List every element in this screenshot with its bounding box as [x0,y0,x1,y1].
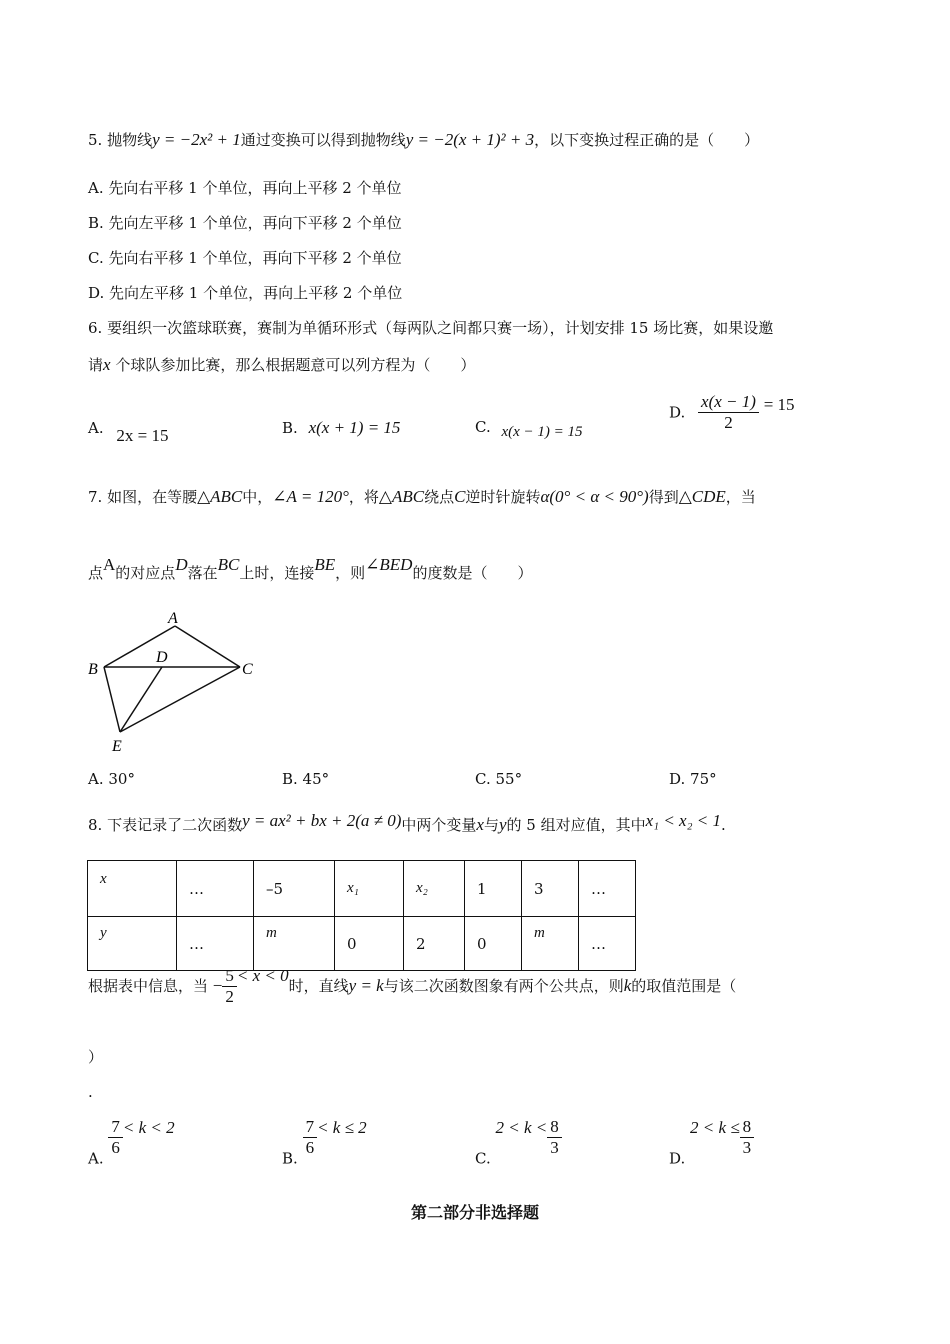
q7-option-b: B. 45° [282,770,330,788]
q8-text: 的 5 组对应值，其中 [506,816,646,834]
q5-text: ，以下变换过程正确的是（ ） [534,131,760,149]
option-label: C. [475,418,491,436]
q7-angle-bed: ∠BED [365,555,413,574]
table-row [88,861,636,917]
q8-period: . [88,1083,93,1101]
q6-option-d-fraction [698,392,759,433]
q7-text: 中， [242,488,273,506]
q7-text: 7. 如图，在等腰 [88,488,198,506]
fraction-denominator: 2 [225,986,234,1006]
q6-stem-line1: 6. 要组织一次篮球联赛，赛制为单循环形式（每两队之间都只赛一场），计划安排 15 场比赛，如果设邀 [88,319,774,337]
fraction-numerator: 8 [740,1117,755,1138]
table-cell: … [177,861,254,917]
segment-be [104,667,120,732]
option-label: A. [88,1149,104,1168]
q5-stem [88,130,759,150]
option-label: A. [88,419,104,437]
q6-option-d [669,392,795,433]
q8-variable-k: k [623,976,632,995]
option-label: D. [669,1149,686,1168]
q6-option-d-rhs: = 15 [763,394,795,414]
q7-rotation-angle: α(0° < α < 90°) [540,487,649,506]
q6-option-a-equation: 2x = 15 [116,426,169,445]
q5-option-c: C. 先向右平移 1 个单位，再向下平移 2 个单位 [88,249,402,267]
fraction-numerator: 5 [222,966,237,987]
q8-option-a-fraction [108,1117,123,1158]
q8-closing-paren: ） [88,1048,104,1066]
q8-fraction [222,966,237,1007]
q6-option-b-equation: x(x + 1) = 15 [308,418,401,437]
q8-text: 与 [483,816,499,834]
label-c: C [242,661,253,678]
q5-equation-1: y = −2x² + 1 [152,130,241,149]
fraction-numerator: 8 [547,1117,562,1138]
q7-point-d: D [175,555,188,574]
table-cell: … [177,917,254,971]
table-cell: 2 [404,917,465,971]
q7-angle-a: ∠A = 120° [272,487,349,506]
table-cell: 1 [465,861,522,917]
q7-text: 绕点 [424,488,455,506]
q7-text: 逆时针旋转 [465,488,541,506]
label-b: B [88,661,98,678]
label-a: A [168,610,178,627]
fraction-denominator: 3 [742,1138,752,1157]
q7-triangle-cde: △CDE [678,487,726,506]
q8-option-d-fraction [740,1117,755,1158]
q8-value-table [87,860,636,971]
q7-geometry-figure [80,605,280,760]
q6-option-c-equation: x(x − 1) = 15 [501,424,583,440]
section-title: 第二部分非选择题 [410,1203,539,1222]
q8-text: 中两个变量 [401,816,477,834]
q7-text: 上时，连接 [239,564,315,582]
q6-stem-line2 [88,355,475,375]
q8-stem-line1 [88,811,726,835]
q8-option-a [88,1117,175,1168]
q7-segment-bc: BC [217,555,240,574]
fraction-denominator: 3 [550,1138,559,1157]
q7-text: 的对应点 [115,564,176,582]
table-cell: m [522,917,579,971]
option-label: B. [282,1149,298,1168]
q8-variable-y: y [498,815,507,834]
q8-option-d-inequality: 2 < k ≤ [690,1117,740,1137]
q8-text: 8. 下表记录了二次函数 [88,816,243,834]
table-cell: m [254,917,335,971]
table-cell: 0 [465,917,522,971]
q7-point-c: C [454,487,466,506]
table-cell: … [579,861,636,917]
q6-text: 个球队参加比赛，那么根据题意可以列方程为（ ） [110,356,476,374]
q7-triangle-abc: △ABC [197,487,243,506]
q8-variable-x: x [476,815,484,834]
q8-text: . [720,816,726,834]
q7-text: ，将 [348,488,379,506]
q8-minus-sign: − [212,976,223,995]
table-cell: 0 [335,917,404,971]
q5-option-d: D. 先向左平移 1 个单位，再向上平移 2 个单位 [88,284,403,302]
table-cell: … [579,917,636,971]
q8-option-c [475,1117,562,1168]
fraction-numerator: 7 [303,1117,318,1138]
q8-option-a-inequality: < k < 2 [122,1117,175,1137]
q7-text: 得到 [648,488,679,506]
table-cell: –5 [254,861,335,917]
fraction-denominator: 6 [305,1138,315,1157]
q6-variable: x [103,355,111,374]
option-label: B. [282,419,298,437]
fraction-denominator: 6 [111,1138,120,1157]
q8-option-d [669,1117,754,1168]
q8-option-c-inequality: 2 < k < [495,1117,548,1137]
q8-text: 的取值范围是（ [631,977,737,995]
q7-text: 落在 [187,564,218,582]
q7-stem-line2 [88,555,533,583]
q7-option-c: C. 55° [475,770,523,788]
q7-option-a: A. 30° [88,770,135,788]
q6-option-c [475,418,583,440]
q7-point-a: A [103,555,116,574]
option-label: C. [475,1149,491,1168]
q8-text: 时，直线 [288,977,349,995]
q6-text: 请 [88,356,104,374]
q5-equation-2: y = −2(x + 1)² + 3 [405,130,535,149]
segment-ec [120,667,240,732]
fraction-numerator: x(x − 1) [698,392,759,413]
q5-option-a: A. 先向右平移 1 个单位，再向上平移 2 个单位 [88,179,402,197]
q8-option-b-fraction [303,1117,318,1158]
segment-ac [175,626,240,667]
q7-option-d: D. 75° [669,770,717,788]
label-d: D [156,649,168,666]
fraction-numerator: 7 [108,1117,123,1138]
q8-stem-line2 [88,960,736,1011]
segment-ed [120,667,162,732]
q8-line-equation: y = k [348,976,384,995]
q8-option-b-inequality: < k ≤ 2 [317,1117,367,1137]
table-cell: 3 [522,861,579,917]
table-cell: x [88,861,177,917]
option-label: D. [669,403,686,422]
q8-text: 与该二次函数图象有两个公共点，则 [383,977,624,995]
q5-text: 通过变换可以得到抛物线 [240,131,406,149]
q8-condition: x₁ < x₂ < 1 [645,811,721,830]
q8-option-c-fraction [547,1117,562,1158]
q7-text: 点 [88,564,104,582]
q8-quadratic-function: y = ax² + bx + 2(a ≠ 0) [242,811,402,830]
table-cell: x₂ [404,861,465,917]
q8-option-b [282,1117,367,1168]
fraction-denominator: 2 [724,413,733,432]
q6-option-a [88,418,169,445]
table-cell: y [88,917,177,971]
q8-text: 根据表中信息，当 [88,977,209,995]
q5-text: 5. 抛物线 [88,131,153,149]
q6-option-b [282,418,400,438]
q7-text: ，则 [335,564,366,582]
q7-text: ，当 [725,488,756,506]
q7-stem-line1 [88,487,756,507]
q7-segment-be: BE [314,555,336,574]
table-cell: x₁ [335,861,404,917]
q8-inequality: < x < 0 [236,966,289,985]
q7-triangle-abc: △ABC [378,487,425,506]
q5-option-b: B. 先向左平移 1 个单位，再向下平移 2 个单位 [88,214,402,232]
q7-text: 的度数是（ ） [412,564,533,582]
label-e: E [112,738,122,755]
